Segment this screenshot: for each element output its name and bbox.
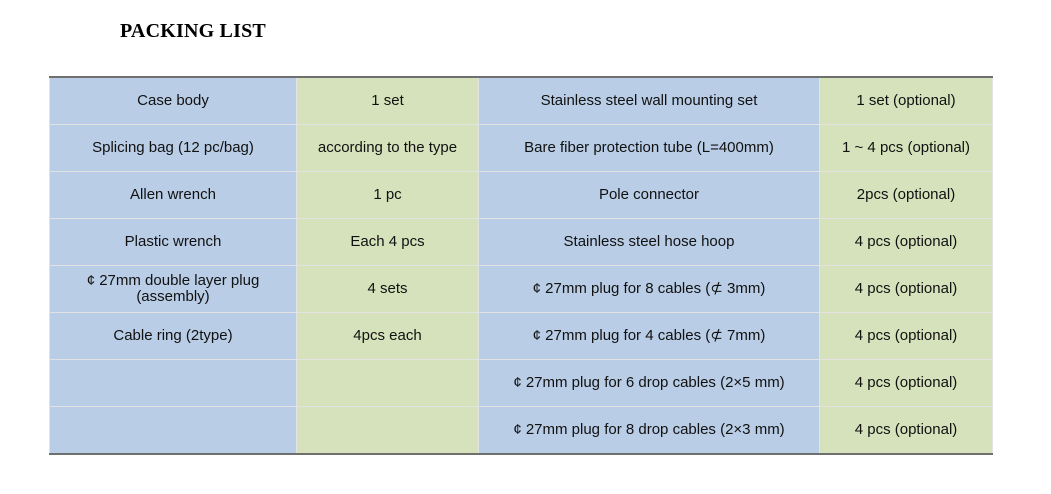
optional-quantity-cell: 4 pcs (optional) <box>820 407 993 455</box>
item-cell <box>50 407 297 455</box>
item-cell: Splicing bag (12 pc/bag) <box>50 125 297 172</box>
page-title: PACKING LIST <box>120 20 266 42</box>
optional-quantity-cell: 4 pcs (optional) <box>820 313 993 360</box>
item-cell: Plastic wrench <box>50 219 297 266</box>
item-cell: ¢ 27mm double layer plug (assembly) <box>50 266 297 313</box>
quantity-cell: 4 sets <box>297 266 479 313</box>
table-row <box>50 360 993 407</box>
table-row <box>50 125 993 172</box>
optional-quantity-cell: 2pcs (optional) <box>820 172 993 219</box>
quantity-cell <box>297 407 479 455</box>
table-row <box>50 407 993 455</box>
optional-item-cell: ¢ 27mm plug for 4 cables (⊄ 7mm) <box>479 313 820 360</box>
item-cell: Cable ring (2type) <box>50 313 297 360</box>
optional-item-cell: ¢ 27mm plug for 8 drop cables (2×3 mm) <box>479 407 820 455</box>
quantity-cell: 4pcs each <box>297 313 479 360</box>
optional-item-cell: Stainless steel hose hoop <box>479 219 820 266</box>
optional-quantity-cell: 4 pcs (optional) <box>820 266 993 313</box>
quantity-cell: 1 pc <box>297 172 479 219</box>
quantity-cell <box>297 360 479 407</box>
item-cell: Case body <box>50 77 297 125</box>
optional-item-cell: ¢ 27mm plug for 6 drop cables (2×5 mm) <box>479 360 820 407</box>
optional-quantity-cell: 1 set (optional) <box>820 77 993 125</box>
table-row <box>50 172 993 219</box>
table-row <box>50 266 993 313</box>
item-cell <box>50 360 297 407</box>
table-row <box>50 77 993 125</box>
optional-quantity-cell: 1 ~ 4 pcs (optional) <box>820 125 993 172</box>
quantity-cell: Each 4 pcs <box>297 219 479 266</box>
optional-item-cell: Bare fiber protection tube (L=400mm) <box>479 125 820 172</box>
optional-item-cell: ¢ 27mm plug for 8 cables (⊄ 3mm) <box>479 266 820 313</box>
item-cell: Allen wrench <box>50 172 297 219</box>
quantity-cell: according to the type <box>297 125 479 172</box>
optional-item-cell: Pole connector <box>479 172 820 219</box>
packing-list-table <box>49 76 993 455</box>
table-row <box>50 219 993 266</box>
optional-quantity-cell: 4 pcs (optional) <box>820 219 993 266</box>
optional-item-cell: Stainless steel wall mounting set <box>479 77 820 125</box>
table-row <box>50 313 993 360</box>
quantity-cell: 1 set <box>297 77 479 125</box>
optional-quantity-cell: 4 pcs (optional) <box>820 360 993 407</box>
